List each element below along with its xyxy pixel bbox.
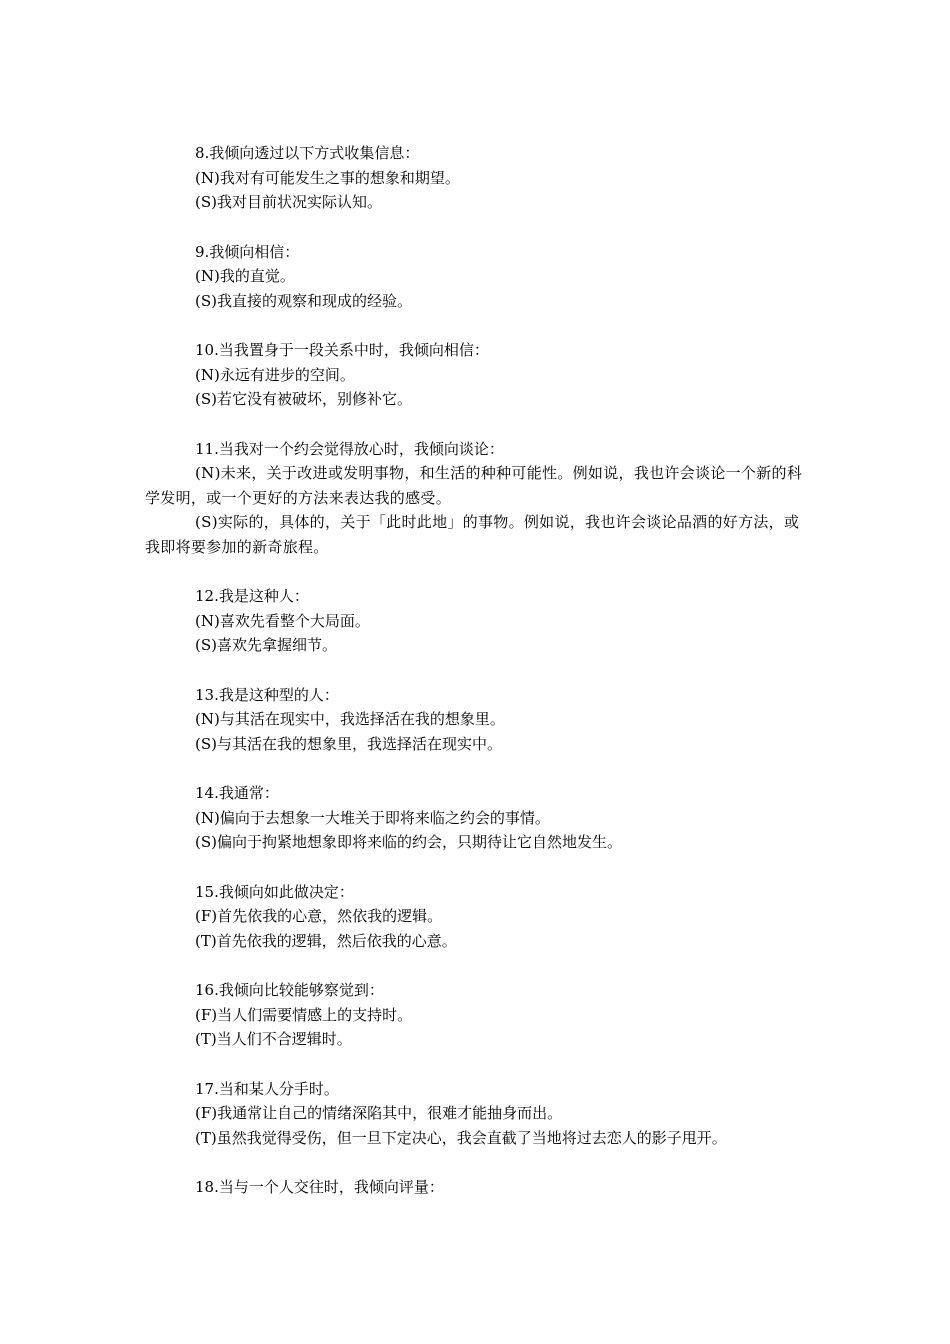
- option-n: (N)偏向于去想象一大堆关于即将来临之约会的事情。: [195, 808, 550, 827]
- question-title: 13.我是这种型的人：: [195, 685, 339, 704]
- questionnaire-content: [145, 141, 810, 1225]
- option-t: (T)当人们不合逻辑时。: [195, 1030, 352, 1048]
- question-10: [195, 338, 810, 412]
- question-title: 9.我倾向相信：: [195, 242, 300, 261]
- question-title: 10.当我置身于一段关系中时，我倾向相信：: [195, 341, 489, 359]
- question-9: [195, 240, 810, 314]
- option-f: (F)当人们需要情感上的支持时。: [195, 1005, 413, 1024]
- option-s: (S)我直接的观察和现成的经验。: [195, 291, 412, 310]
- question-14: [195, 781, 810, 855]
- question-15: [195, 880, 810, 954]
- question-title: 17.当和某人分手时。: [195, 1079, 339, 1098]
- question-18: [195, 1175, 810, 1200]
- option-n: (N)我对有可能发生之事的想象和期望。: [195, 168, 460, 187]
- question-title: 12.我是这种人：: [195, 587, 309, 605]
- option-s: (S)实际的，具体的，关于「此时此地」的事物。例如说，我也许会谈论品酒的好方法，或我即将要参加的新奇旅程。: [145, 513, 800, 556]
- question-16: [195, 978, 810, 1052]
- option-n: (N)未来，关于改进或发明事物，和生活的种种可能性。例如说，我也许会谈论一个新的科学发明，或一个更好的方法来表达我的感受。: [145, 464, 803, 507]
- option-s: (S)若它没有被破坏，别修补它。: [195, 390, 412, 408]
- option-s: (S)偏向于拘紧地想象即将来临的约会，只期待让它自然地发生。: [195, 833, 622, 851]
- question-title: 14.我通常：: [195, 784, 279, 802]
- option-s: (S)我对目前状况实际认知。: [195, 193, 382, 211]
- option-n: (N)喜欢先看整个大局面。: [195, 611, 370, 630]
- question-17: [195, 1077, 810, 1151]
- question-8: [195, 141, 810, 215]
- option-f: (F)我通常让自己的情绪深陷其中，很难才能抽身而出。: [195, 1104, 563, 1122]
- option-n: (N)永远有进步的空间。: [195, 365, 355, 384]
- option-n: (N)与其活在现实中，我选择活在我的想象里。: [195, 710, 505, 728]
- question-title: 8.我倾向透过以下方式收集信息：: [195, 144, 420, 162]
- option-t: (T)虽然我觉得受伤，但一旦下定决心，我会直截了当地将过去恋人的影子甩开。: [195, 1128, 727, 1147]
- option-f: (F)首先依我的心意，然依我的逻辑。: [195, 907, 443, 925]
- question-12: [195, 584, 810, 658]
- question-title: 18.当与一个人交往时，我倾向评量：: [195, 1178, 444, 1196]
- option-s: (S)与其活在我的想象里，我选择活在现实中。: [195, 734, 502, 753]
- question-title: 15.我倾向如此做决定：: [195, 882, 354, 901]
- option-s: (S)喜欢先拿握细节。: [195, 636, 337, 654]
- question-11: [145, 437, 810, 560]
- option-n: (N)我的直觉。: [195, 267, 295, 285]
- question-title: 11.当我对一个约会觉得放心时，我倾向谈论：: [195, 439, 504, 458]
- question-13: [195, 683, 810, 757]
- option-t: (T)首先依我的逻辑，然后依我的心意。: [195, 931, 457, 950]
- question-title: 16.我倾向比较能够察觉到：: [195, 981, 384, 999]
